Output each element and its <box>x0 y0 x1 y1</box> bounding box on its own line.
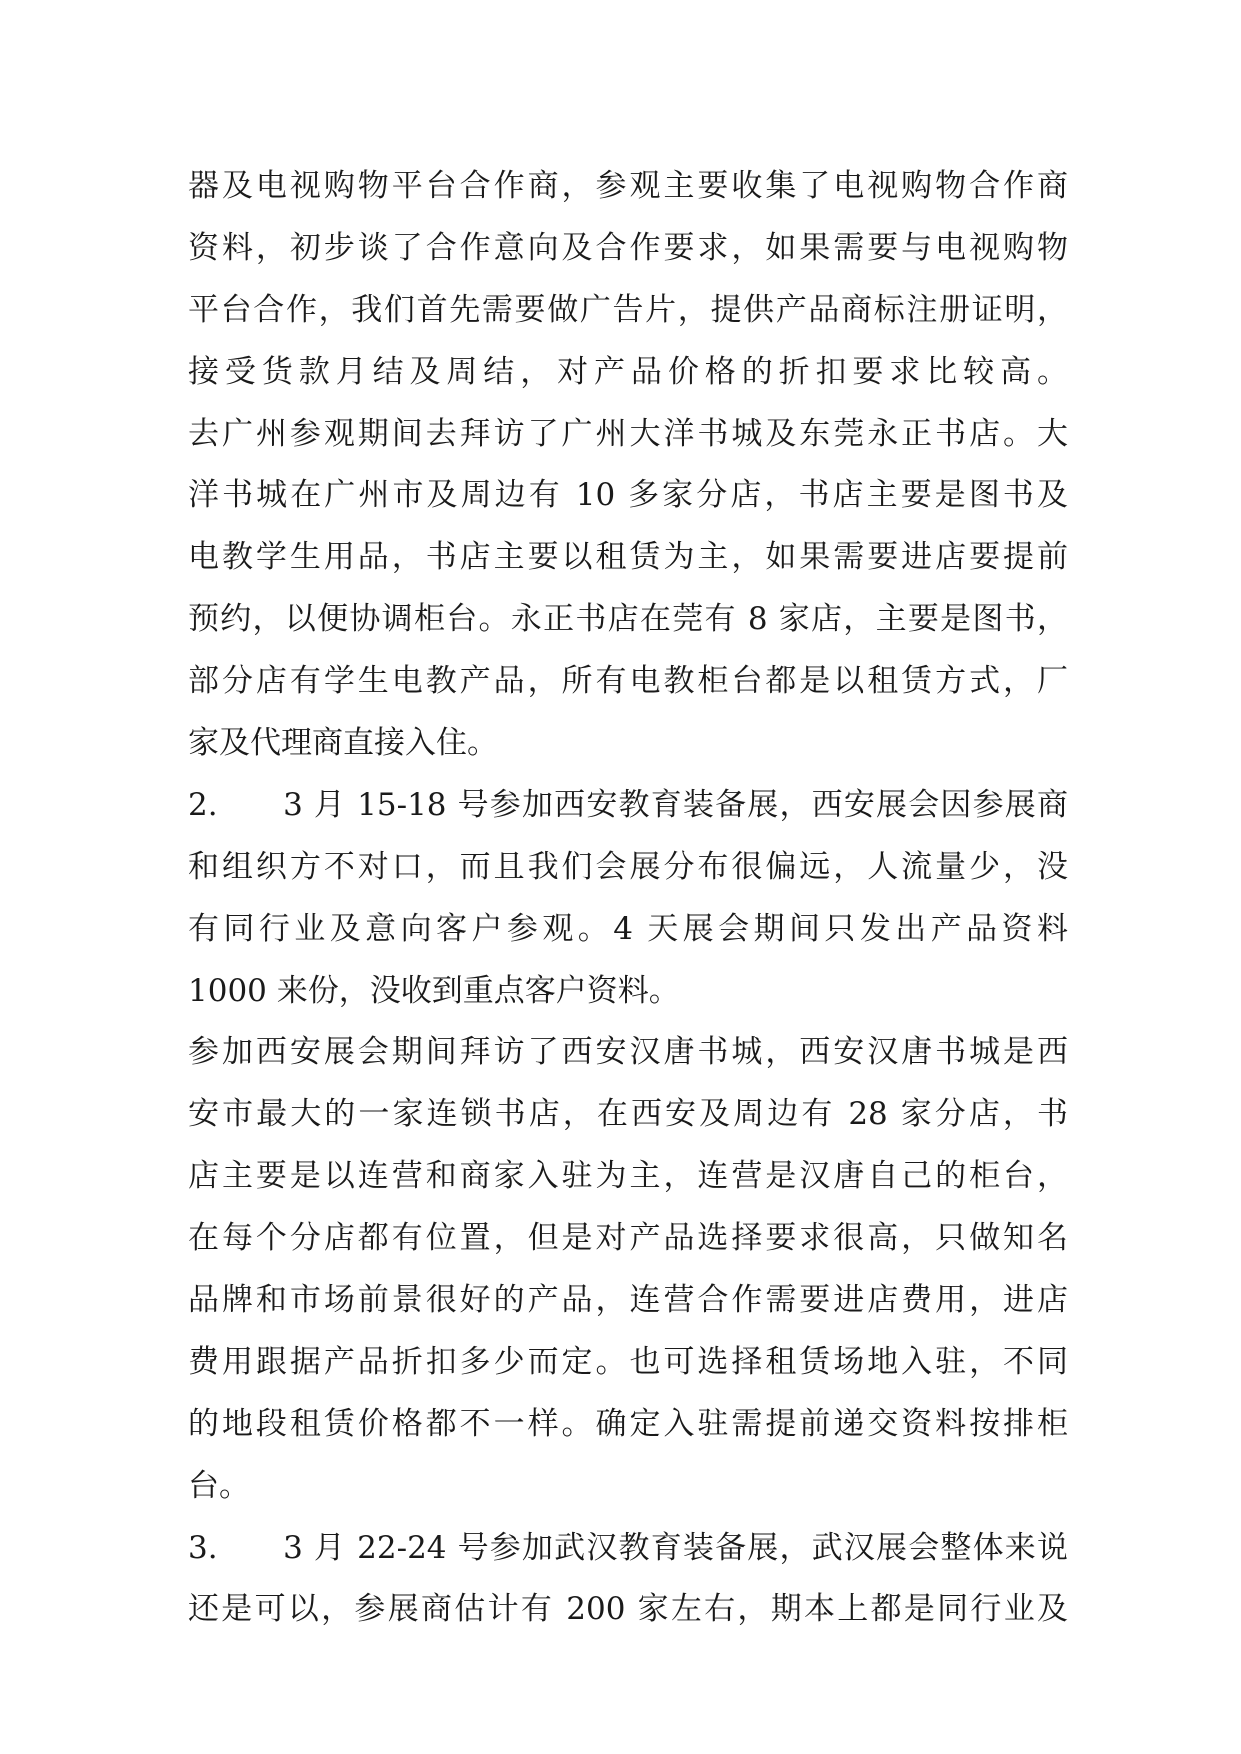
text-line: 品牌和市场前景很好的产品，连营合作需要进店费用，进店 <box>188 1282 1068 1319</box>
document-body <box>188 156 1068 1641</box>
text-line: 家及代理商直接入住。 <box>188 725 498 762</box>
text-line: 安市最大的一家连锁书店，在西安及周边有 28 家分店，书 <box>188 1096 1068 1133</box>
text-line: 接受货款月结及周结，对产品价格的折扣要求比较高。 <box>188 353 1068 390</box>
text-line: 洋书城在广州市及周边有 10 多家分店，书店主要是图书及 <box>188 477 1068 514</box>
text-line: 2. 3 月 15-18 号参加西安教育装备展，西安展会因参展商 <box>188 786 1068 823</box>
text-line: 器及电视购物平台合作商，参观主要收集了电视购物合作商 <box>188 168 1068 204</box>
text-line: 3. 3 月 22-24 号参加武汉教育装备展，武汉展会整体来说 <box>188 1529 1068 1566</box>
text-line: 费用跟据产品折扣多少而定。也可选择租赁场地入驻，不同 <box>188 1343 1068 1380</box>
text-line: 平台合作，我们首先需要做广告片，提供产品商标注册证明， <box>188 291 1068 328</box>
text-line: 部分店有学生电教产品，所有电教柜台都是以租赁方式，厂 <box>188 663 1068 700</box>
text-line: 台。 <box>188 1467 250 1504</box>
text-line: 资料，初步谈了合作意向及合作要求，如果需要与电视购物 <box>188 229 1068 266</box>
text-line: 去广州参观期间去拜访了广州大洋书城及东莞永正书店。大 <box>188 415 1068 452</box>
text-line: 有同行业及意向客户参观。4 天展会期间只发出产品资料 <box>188 910 1068 947</box>
text-line: 和组织方不对口，而且我们会展分布很偏远，人流量少，没 <box>188 848 1068 885</box>
text-line: 的地段租赁价格都不一样。确定入驻需提前递交资料按排柜 <box>188 1405 1068 1442</box>
text-line: 电教学生用品，书店主要以租赁为主，如果需要进店要提前 <box>188 539 1068 576</box>
text-line: 1000 来份，没收到重点客户资料。 <box>188 972 680 1009</box>
text-line: 店主要是以连营和商家入驻为主，连营是汉唐自己的柜台， <box>188 1158 1068 1195</box>
text-line: 参加西安展会期间拜访了西安汉唐书城，西安汉唐书城是西 <box>188 1034 1068 1071</box>
text-line: 在每个分店都有位置，但是对产品选择要求很高，只做知名 <box>188 1220 1068 1257</box>
text-line: 预约，以便协调柜台。永正书店在莞有 8 家店，主要是图书， <box>188 601 1068 638</box>
text-line: 还是可以，参展商估计有 200 家左右，期本上都是同行业及 <box>188 1591 1068 1628</box>
